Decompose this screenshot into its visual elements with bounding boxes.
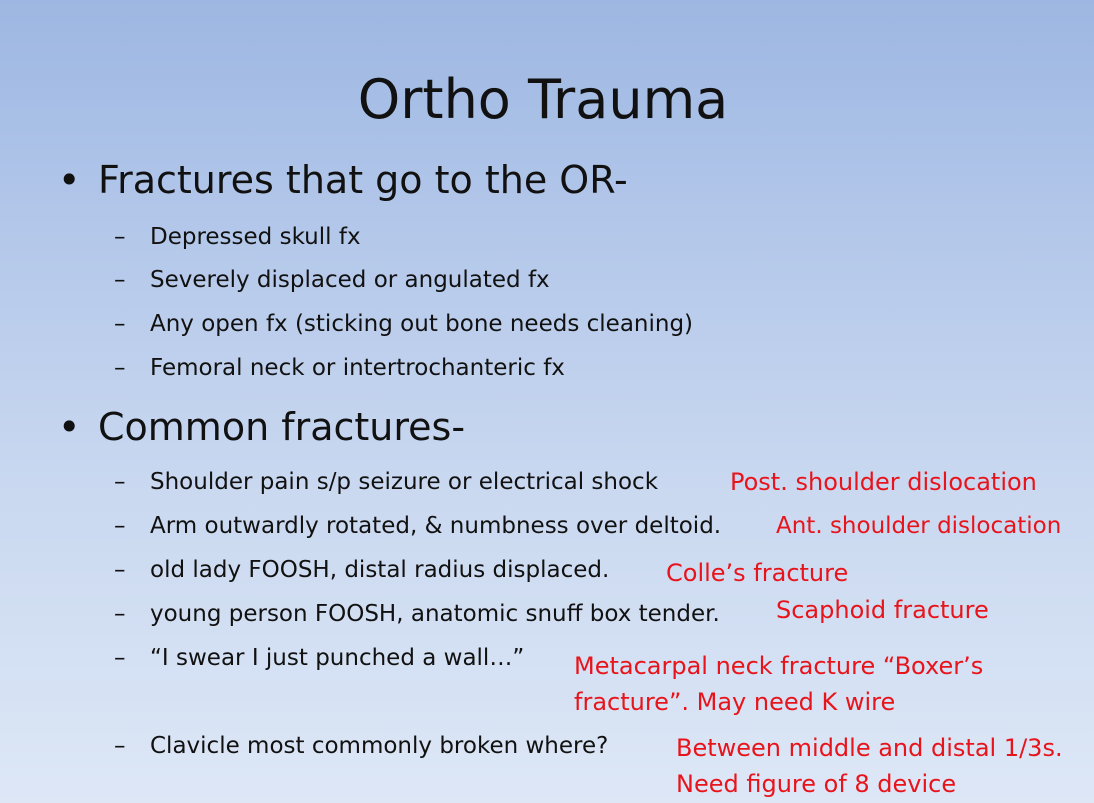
answer-annotation: Post. shoulder dislocation (730, 468, 1037, 496)
list-item: Shoulder pain s/p seizure or electrical shock (150, 469, 659, 495)
dash-icon: – (114, 267, 126, 293)
bullet-icon: • (58, 405, 81, 449)
heading-text: Common fractures- (98, 405, 466, 449)
list-item: old lady FOOSH, distal radius displaced. (150, 557, 610, 583)
slide-title: Ortho Trauma (357, 68, 729, 131)
answer-annotation-line2: fracture”. May need K wire (574, 688, 896, 716)
dash-icon: – (114, 355, 126, 381)
dash-icon: – (114, 557, 126, 583)
list-item: young person FOOSH, anatomic snuff box tender. (150, 601, 720, 627)
list-item: “I swear I just punched a wall…” (150, 645, 525, 671)
list-item: Depressed skull fx (150, 224, 361, 250)
bullet-heading-or-fractures (58, 158, 628, 202)
dash-icon: – (114, 645, 126, 671)
answer-annotation-line1: Metacarpal neck fracture “Boxer’s (574, 652, 984, 680)
list-item: Arm outwardly rotated, & numbness over deltoid. (150, 513, 722, 539)
dash-icon: – (114, 513, 126, 539)
answer-annotation: Ant. shoulder dislocation (776, 513, 1062, 539)
dash-icon: – (114, 601, 126, 627)
list-item: Any open fx (sticking out bone needs cleaning) (150, 311, 694, 337)
answer-annotation: Scaphoid fracture (776, 596, 989, 624)
list-item: Clavicle most commonly broken where? (150, 733, 609, 759)
dash-icon: – (114, 224, 126, 250)
list-item: Severely displaced or angulated fx (150, 267, 550, 293)
dash-icon: – (114, 469, 126, 495)
bullet-icon: • (58, 158, 81, 202)
answer-annotation-line1: Between middle and distal 1/3s. (676, 734, 1063, 762)
bullet-heading-common-fractures (58, 405, 465, 449)
list-item: Femoral neck or intertrochanteric fx (150, 355, 565, 381)
answer-annotation: Colle’s fracture (666, 559, 849, 587)
answer-annotation-line2: Need figure of 8 device (676, 770, 957, 798)
dash-icon: – (114, 311, 126, 337)
dash-icon: – (114, 733, 126, 759)
heading-text: Fractures that go to the OR- (98, 158, 628, 202)
